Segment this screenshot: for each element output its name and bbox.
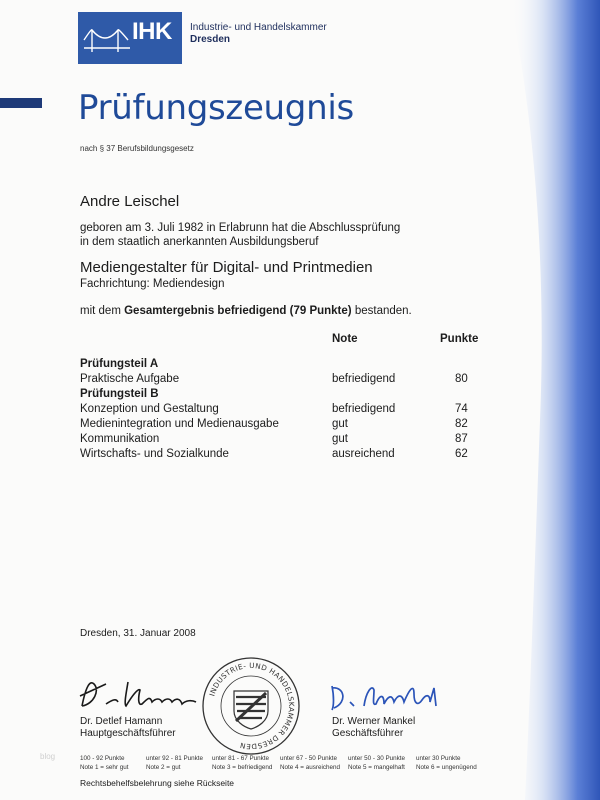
intro-line-1: geboren am 3. Juli 1982 in Erlabrunn hat die Abschlussprüfung xyxy=(80,222,401,234)
table-row-subject: Konzeption und Gestaltung xyxy=(80,403,219,415)
right-signer-role: Geschäftsführer xyxy=(332,728,404,739)
table-row-points: 74 xyxy=(455,403,468,415)
coat-of-arms-icon xyxy=(234,691,268,729)
part-b-heading: Prüfungsteil B xyxy=(80,388,159,400)
org-name-line2: Dresden xyxy=(190,34,231,45)
seal-text: INDUSTRIE- UND HANDELSKAMMER DRESDEN xyxy=(207,660,297,752)
footer-note: Rechtsbehelfsbelehrung siehe Rückseite xyxy=(80,778,235,788)
result-suffix: bestanden. xyxy=(354,305,412,317)
place-date: Dresden, 31. Januar 2008 xyxy=(80,628,196,639)
left-signature xyxy=(76,676,200,712)
col-header-points: Punkte xyxy=(440,333,479,345)
result-prefix: mit dem xyxy=(80,305,121,317)
result-grade: Gesamtergebnis befriedigend (79 Punkte) xyxy=(124,305,352,317)
table-row-points: 80 xyxy=(455,373,468,385)
grade-scale-item: unter 67 - 50 Punkte Note 4 = ausreichend xyxy=(280,755,341,771)
grade-scale-item: unter 50 - 30 Punkte Note 5 = mangelhaft xyxy=(348,755,406,771)
recipient-name: Andre Leischel xyxy=(80,193,180,210)
intro-line-2: in dem staatlich anerkannten Ausbildungsberuf xyxy=(80,236,319,248)
table-row-note: befriedigend xyxy=(332,373,396,385)
logo-text: IHK xyxy=(132,18,172,45)
grade-scale-item: 100 - 92 Punkte Note 1 = sehr gut xyxy=(80,755,129,771)
profession: Mediengestalter für Digital- und Printmedien xyxy=(80,259,373,276)
subtitle: nach § 37 Berufsbildungsgesetz xyxy=(80,144,194,153)
decorative-blue-edge xyxy=(470,0,600,800)
right-signer-name: Dr. Werner Mankel xyxy=(332,716,416,727)
page-title: Prüfungszeugnis xyxy=(78,88,354,128)
official-seal-icon xyxy=(200,655,302,757)
table-row-note: ausreichend xyxy=(332,448,395,460)
table-row-note: gut xyxy=(332,433,348,445)
table-row-subject: Kommunikation xyxy=(80,433,160,445)
watermark: blog xyxy=(40,752,56,761)
table-row-subject: Praktische Aufgabe xyxy=(80,373,180,385)
table-row-subject: Medienintegration und Medienausgabe xyxy=(80,418,279,430)
result-line xyxy=(80,305,412,317)
table-row-points: 62 xyxy=(455,448,468,460)
specialization: Fachrichtung: Mediendesign xyxy=(80,278,225,290)
part-a-heading: Prüfungsteil A xyxy=(80,358,159,370)
decorative-bar xyxy=(0,98,42,108)
col-header-note: Note xyxy=(332,333,358,345)
grade-scale-item: unter 81 - 67 Punkte Note 3 = befriedigend xyxy=(212,755,273,771)
table-row-note: befriedigend xyxy=(332,403,396,415)
table-row-points: 82 xyxy=(455,418,468,430)
grade-scale-item: unter 30 Punkte Note 6 = ungenügend xyxy=(416,755,477,771)
org-name-line1: Industrie- und Handelskammer xyxy=(190,22,327,33)
grade-scale-item: unter 92 - 81 Punkte Note 2 = gut xyxy=(146,755,204,771)
table-row-subject: Wirtschafts- und Sozialkunde xyxy=(80,448,229,460)
right-signature xyxy=(326,680,450,714)
table-row-note: gut xyxy=(332,418,348,430)
table-row-points: 87 xyxy=(455,433,468,445)
left-signer-role: Hauptgeschäftsführer xyxy=(80,728,176,739)
left-signer-name: Dr. Detlef Hamann xyxy=(80,716,163,727)
